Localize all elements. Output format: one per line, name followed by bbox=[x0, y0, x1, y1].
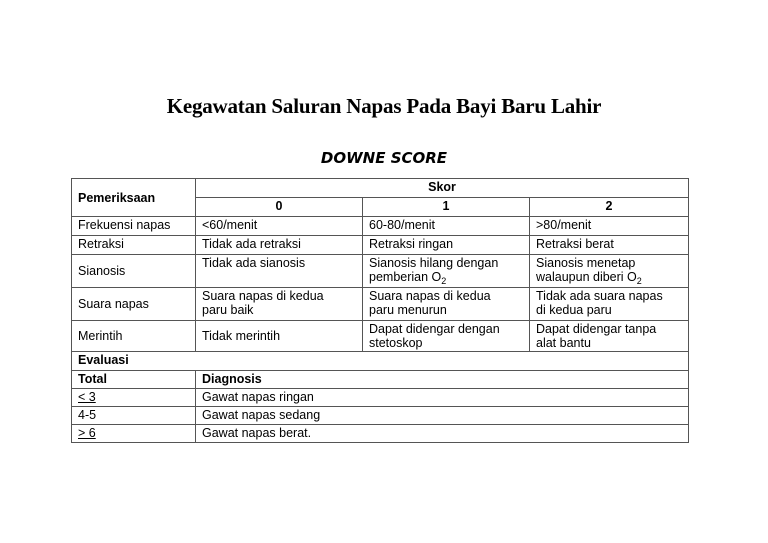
cell-line: walaupun diberi O bbox=[536, 270, 637, 284]
table-row bbox=[72, 288, 689, 321]
header-skor: Skor bbox=[196, 179, 689, 198]
score-col-0: 0 bbox=[196, 198, 363, 217]
exam-cell: Suara napas bbox=[72, 288, 196, 321]
score0-cell: <60/menit bbox=[196, 217, 363, 236]
exam-cell: Sianosis bbox=[72, 255, 196, 288]
score1-cell bbox=[363, 288, 530, 321]
evaluation-header-row bbox=[72, 352, 689, 371]
diagnosis-label: Diagnosis bbox=[196, 371, 689, 389]
total-label: Total bbox=[72, 371, 196, 389]
evaluation-row bbox=[72, 389, 689, 407]
exam-cell: Retraksi bbox=[72, 236, 196, 255]
header-pemeriksaan: Pemeriksaan bbox=[72, 179, 196, 217]
downe-score-table bbox=[71, 178, 689, 443]
cell-line: Dapat didengar dengan bbox=[369, 322, 500, 336]
cell-line: paru menurun bbox=[369, 303, 447, 317]
score1-cell: 60-80/menit bbox=[363, 217, 530, 236]
cell-line: Suara napas di kedua bbox=[202, 289, 324, 303]
table-row bbox=[72, 217, 689, 236]
score-col-1: 1 bbox=[363, 198, 530, 217]
cell-line: Tidak ada suara napas bbox=[536, 289, 663, 303]
cell-line: Suara napas di kedua bbox=[369, 289, 491, 303]
cell-line: di kedua paru bbox=[536, 303, 612, 317]
diagnosis-cell: Gawat napas ringan bbox=[196, 389, 689, 407]
score1-cell bbox=[363, 255, 530, 288]
total-cell: 4-5 bbox=[72, 407, 196, 425]
cell-line: alat bantu bbox=[536, 336, 591, 350]
score2-cell bbox=[530, 288, 689, 321]
score1-cell: Retraksi ringan bbox=[363, 236, 530, 255]
score0-cell: Tidak ada retraksi bbox=[196, 236, 363, 255]
diagnosis-cell: Gawat napas berat. bbox=[196, 425, 689, 443]
total-value: > 6 bbox=[78, 426, 96, 440]
cell-line: paru baik bbox=[202, 303, 254, 317]
cell-line: Dapat didengar tanpa bbox=[536, 322, 657, 336]
evaluation-row bbox=[72, 425, 689, 443]
diagnosis-cell: Gawat napas sedang bbox=[196, 407, 689, 425]
exam-cell: Frekuensi napas bbox=[72, 217, 196, 236]
table-row bbox=[72, 236, 689, 255]
total-cell bbox=[72, 425, 196, 443]
score1-cell bbox=[363, 321, 530, 352]
score-col-2: 2 bbox=[530, 198, 689, 217]
cell-line: Sianosis menetap bbox=[536, 256, 636, 270]
score0-cell: Tidak merintih bbox=[196, 321, 363, 352]
table-row bbox=[72, 321, 689, 352]
score2-cell: Retraksi berat bbox=[530, 236, 689, 255]
total-value: < 3 bbox=[78, 390, 96, 404]
score0-cell bbox=[196, 288, 363, 321]
subscript: 2 bbox=[441, 276, 447, 286]
cell-line: pemberian O bbox=[369, 270, 442, 284]
score2-cell: >80/menit bbox=[530, 217, 689, 236]
table-row bbox=[72, 255, 689, 288]
score2-cell bbox=[530, 255, 689, 288]
subscript: 2 bbox=[636, 276, 642, 286]
total-cell bbox=[72, 389, 196, 407]
page-title: Kegawatan Saluran Napas Pada Bayi Baru Lahir bbox=[166, 94, 602, 118]
table-subtitle: DOWNE SCORE bbox=[320, 149, 448, 167]
score0-cell: Tidak ada sianosis bbox=[196, 255, 363, 288]
evaluation-row bbox=[72, 407, 689, 425]
exam-cell: Merintih bbox=[72, 321, 196, 352]
evaluation-columns-row bbox=[72, 371, 689, 389]
table-header-row bbox=[72, 179, 689, 198]
cell-line: Sianosis hilang dengan bbox=[369, 256, 499, 270]
evaluation-label: Evaluasi bbox=[72, 352, 689, 371]
cell-line: stetoskop bbox=[369, 336, 423, 350]
score2-cell bbox=[530, 321, 689, 352]
